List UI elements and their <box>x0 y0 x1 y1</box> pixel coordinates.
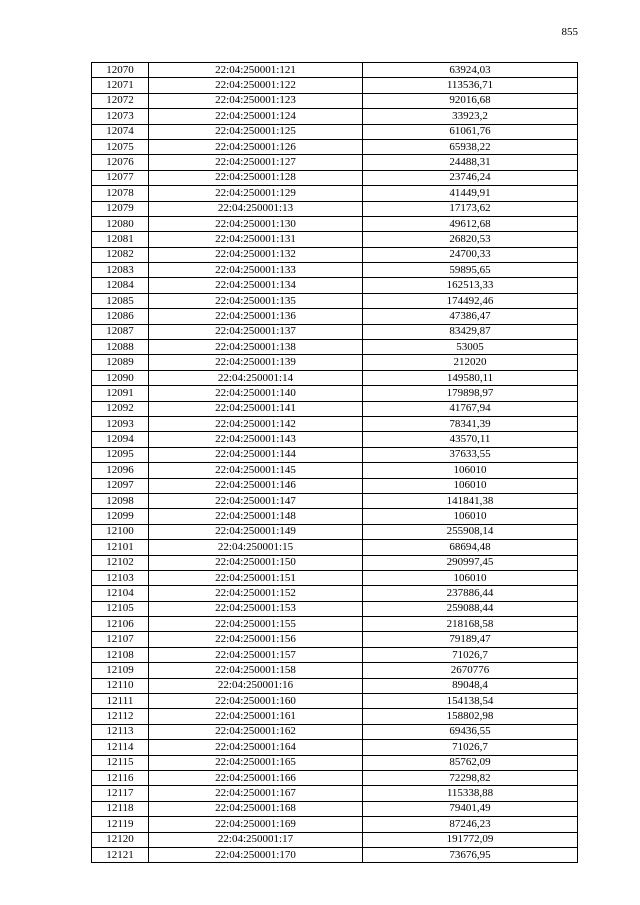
cadastral-number-cell: 22:04:250001:124 <box>149 109 363 124</box>
table-row <box>92 278 578 293</box>
row-number-cell: 12088 <box>92 340 149 355</box>
table-row <box>92 186 578 201</box>
cadastral-value-table <box>91 62 578 863</box>
value-cell: 218168,58 <box>363 617 578 632</box>
cadastral-number-cell: 22:04:250001:125 <box>149 124 363 139</box>
cadastral-number-cell: 22:04:250001:140 <box>149 386 363 401</box>
table-row <box>92 340 578 355</box>
cadastral-number-cell: 22:04:250001:158 <box>149 663 363 678</box>
value-cell: 179898,97 <box>363 386 578 401</box>
table-row <box>92 478 578 493</box>
table-row <box>92 432 578 447</box>
cadastral-number-cell: 22:04:250001:153 <box>149 601 363 616</box>
cadastral-number-cell: 22:04:250001:155 <box>149 617 363 632</box>
value-cell: 53005 <box>363 340 578 355</box>
cadastral-number-cell: 22:04:250001:166 <box>149 770 363 785</box>
table-row <box>92 201 578 216</box>
row-number-cell: 12100 <box>92 524 149 539</box>
cadastral-number-cell: 22:04:250001:170 <box>149 847 363 862</box>
table-row <box>92 493 578 508</box>
table-row <box>92 293 578 308</box>
row-number-cell: 12118 <box>92 801 149 816</box>
value-cell: 24700,33 <box>363 247 578 262</box>
cadastral-number-cell: 22:04:250001:162 <box>149 724 363 739</box>
table-row <box>92 740 578 755</box>
cadastral-number-cell: 22:04:250001:123 <box>149 93 363 108</box>
value-cell: 71026,7 <box>363 647 578 662</box>
value-cell: 290997,45 <box>363 555 578 570</box>
value-cell: 106010 <box>363 463 578 478</box>
value-cell: 26820,53 <box>363 232 578 247</box>
cadastral-number-cell: 22:04:250001:141 <box>149 401 363 416</box>
cadastral-number-cell: 22:04:250001:137 <box>149 324 363 339</box>
table-row <box>92 170 578 185</box>
value-cell: 85762,09 <box>363 755 578 770</box>
table-row <box>92 786 578 801</box>
row-number-cell: 12081 <box>92 232 149 247</box>
table-row <box>92 109 578 124</box>
table-row <box>92 586 578 601</box>
cadastral-number-cell: 22:04:250001:136 <box>149 309 363 324</box>
value-cell: 37633,55 <box>363 447 578 462</box>
cadastral-number-cell: 22:04:250001:13 <box>149 201 363 216</box>
value-cell: 113536,71 <box>363 78 578 93</box>
value-cell: 79189,47 <box>363 632 578 647</box>
table-row <box>92 755 578 770</box>
cadastral-number-cell: 22:04:250001:135 <box>149 293 363 308</box>
row-number-cell: 12113 <box>92 724 149 739</box>
value-cell: 71026,7 <box>363 740 578 755</box>
table-row <box>92 724 578 739</box>
table-row <box>92 232 578 247</box>
table-row <box>92 770 578 785</box>
row-number-cell: 12102 <box>92 555 149 570</box>
cadastral-number-cell: 22:04:250001:152 <box>149 586 363 601</box>
row-number-cell: 12093 <box>92 416 149 431</box>
value-cell: 149580,11 <box>363 370 578 385</box>
table-row <box>92 632 578 647</box>
cadastral-number-cell: 22:04:250001:167 <box>149 786 363 801</box>
row-number-cell: 12070 <box>92 63 149 78</box>
row-number-cell: 12080 <box>92 216 149 231</box>
cadastral-number-cell: 22:04:250001:168 <box>149 801 363 816</box>
value-cell: 41767,94 <box>363 401 578 416</box>
value-cell: 162513,33 <box>363 278 578 293</box>
cadastral-number-cell: 22:04:250001:148 <box>149 509 363 524</box>
table-row <box>92 663 578 678</box>
value-cell: 158802,98 <box>363 709 578 724</box>
row-number-cell: 12109 <box>92 663 149 678</box>
row-number-cell: 12095 <box>92 447 149 462</box>
table-row <box>92 847 578 862</box>
cadastral-number-cell: 22:04:250001:128 <box>149 170 363 185</box>
value-cell: 78341,39 <box>363 416 578 431</box>
table-row <box>92 355 578 370</box>
cadastral-number-cell: 22:04:250001:151 <box>149 570 363 585</box>
value-cell: 61061,76 <box>363 124 578 139</box>
cadastral-number-cell: 22:04:250001:16 <box>149 678 363 693</box>
row-number-cell: 12071 <box>92 78 149 93</box>
row-number-cell: 12078 <box>92 186 149 201</box>
cadastral-number-cell: 22:04:250001:132 <box>149 247 363 262</box>
row-number-cell: 12092 <box>92 401 149 416</box>
table-row <box>92 817 578 832</box>
cadastral-number-cell: 22:04:250001:122 <box>149 78 363 93</box>
row-number-cell: 12120 <box>92 832 149 847</box>
row-number-cell: 12117 <box>92 786 149 801</box>
value-cell: 41449,91 <box>363 186 578 201</box>
row-number-cell: 12112 <box>92 709 149 724</box>
row-number-cell: 12098 <box>92 493 149 508</box>
cadastral-number-cell: 22:04:250001:134 <box>149 278 363 293</box>
value-cell: 43570,11 <box>363 432 578 447</box>
value-cell: 255908,14 <box>363 524 578 539</box>
value-cell: 47386,47 <box>363 309 578 324</box>
table-row <box>92 124 578 139</box>
value-cell: 92016,68 <box>363 93 578 108</box>
row-number-cell: 12085 <box>92 293 149 308</box>
table-body <box>92 63 578 863</box>
row-number-cell: 12094 <box>92 432 149 447</box>
table-row <box>92 370 578 385</box>
row-number-cell: 12114 <box>92 740 149 755</box>
cadastral-number-cell: 22:04:250001:161 <box>149 709 363 724</box>
row-number-cell: 12101 <box>92 540 149 555</box>
row-number-cell: 12106 <box>92 617 149 632</box>
cadastral-number-cell: 22:04:250001:121 <box>149 63 363 78</box>
value-cell: 17173,62 <box>363 201 578 216</box>
table-row <box>92 401 578 416</box>
row-number-cell: 12110 <box>92 678 149 693</box>
cadastral-number-cell: 22:04:250001:165 <box>149 755 363 770</box>
value-cell: 63924,03 <box>363 63 578 78</box>
value-cell: 33923,2 <box>363 109 578 124</box>
cadastral-number-cell: 22:04:250001:17 <box>149 832 363 847</box>
row-number-cell: 12116 <box>92 770 149 785</box>
cadastral-number-cell: 22:04:250001:139 <box>149 355 363 370</box>
cadastral-number-cell: 22:04:250001:131 <box>149 232 363 247</box>
table-row <box>92 139 578 154</box>
value-cell: 259088,44 <box>363 601 578 616</box>
cadastral-number-cell: 22:04:250001:146 <box>149 478 363 493</box>
row-number-cell: 12119 <box>92 817 149 832</box>
cadastral-number-cell: 22:04:250001:144 <box>149 447 363 462</box>
cadastral-number-cell: 22:04:250001:142 <box>149 416 363 431</box>
value-cell: 115338,88 <box>363 786 578 801</box>
row-number-cell: 12072 <box>92 93 149 108</box>
page-number: 855 <box>561 26 578 38</box>
table-row <box>92 216 578 231</box>
cadastral-number-cell: 22:04:250001:127 <box>149 155 363 170</box>
cadastral-number-cell: 22:04:250001:149 <box>149 524 363 539</box>
row-number-cell: 12077 <box>92 170 149 185</box>
table-row <box>92 63 578 78</box>
table-row <box>92 801 578 816</box>
table-row <box>92 447 578 462</box>
cadastral-number-cell: 22:04:250001:157 <box>149 647 363 662</box>
table-row <box>92 263 578 278</box>
value-cell: 191772,09 <box>363 832 578 847</box>
table-row <box>92 309 578 324</box>
table-row <box>92 155 578 170</box>
table-row <box>92 570 578 585</box>
table-row <box>92 509 578 524</box>
value-cell: 23746,24 <box>363 170 578 185</box>
row-number-cell: 12082 <box>92 247 149 262</box>
row-number-cell: 12097 <box>92 478 149 493</box>
value-cell: 89048,4 <box>363 678 578 693</box>
row-number-cell: 12083 <box>92 263 149 278</box>
cadastral-number-cell: 22:04:250001:129 <box>149 186 363 201</box>
value-cell: 174492,46 <box>363 293 578 308</box>
cadastral-number-cell: 22:04:250001:143 <box>149 432 363 447</box>
value-cell: 87246,23 <box>363 817 578 832</box>
value-cell: 83429,87 <box>363 324 578 339</box>
row-number-cell: 12099 <box>92 509 149 524</box>
row-number-cell: 12103 <box>92 570 149 585</box>
row-number-cell: 12105 <box>92 601 149 616</box>
cadastral-number-cell: 22:04:250001:156 <box>149 632 363 647</box>
cadastral-number-cell: 22:04:250001:147 <box>149 493 363 508</box>
row-number-cell: 12111 <box>92 694 149 709</box>
table-row <box>92 555 578 570</box>
row-number-cell: 12121 <box>92 847 149 862</box>
value-cell: 59895,65 <box>363 263 578 278</box>
cadastral-number-cell: 22:04:250001:15 <box>149 540 363 555</box>
value-cell: 73676,95 <box>363 847 578 862</box>
value-cell: 2670776 <box>363 663 578 678</box>
table-row <box>92 78 578 93</box>
row-number-cell: 12115 <box>92 755 149 770</box>
value-cell: 237886,44 <box>363 586 578 601</box>
cadastral-number-cell: 22:04:250001:145 <box>149 463 363 478</box>
row-number-cell: 12086 <box>92 309 149 324</box>
table-row <box>92 524 578 539</box>
value-cell: 106010 <box>363 570 578 585</box>
table-row <box>92 601 578 616</box>
value-cell: 65938,22 <box>363 139 578 154</box>
cadastral-number-cell: 22:04:250001:130 <box>149 216 363 231</box>
value-cell: 212020 <box>363 355 578 370</box>
row-number-cell: 12076 <box>92 155 149 170</box>
cadastral-number-cell: 22:04:250001:138 <box>149 340 363 355</box>
row-number-cell: 12089 <box>92 355 149 370</box>
table-row <box>92 540 578 555</box>
value-cell: 154138,54 <box>363 694 578 709</box>
table-row <box>92 617 578 632</box>
value-cell: 106010 <box>363 509 578 524</box>
table-row <box>92 416 578 431</box>
row-number-cell: 12108 <box>92 647 149 662</box>
row-number-cell: 12075 <box>92 139 149 154</box>
row-number-cell: 12084 <box>92 278 149 293</box>
cadastral-number-cell: 22:04:250001:150 <box>149 555 363 570</box>
table-row <box>92 647 578 662</box>
cadastral-number-cell: 22:04:250001:133 <box>149 263 363 278</box>
cadastral-number-cell: 22:04:250001:126 <box>149 139 363 154</box>
table-row <box>92 463 578 478</box>
row-number-cell: 12107 <box>92 632 149 647</box>
table-row <box>92 386 578 401</box>
table-row <box>92 93 578 108</box>
cadastral-number-cell: 22:04:250001:160 <box>149 694 363 709</box>
table-row <box>92 247 578 262</box>
row-number-cell: 12079 <box>92 201 149 216</box>
row-number-cell: 12096 <box>92 463 149 478</box>
row-number-cell: 12087 <box>92 324 149 339</box>
row-number-cell: 12073 <box>92 109 149 124</box>
row-number-cell: 12104 <box>92 586 149 601</box>
value-cell: 141841,38 <box>363 493 578 508</box>
value-cell: 24488,31 <box>363 155 578 170</box>
row-number-cell: 12091 <box>92 386 149 401</box>
value-cell: 72298,82 <box>363 770 578 785</box>
table-row <box>92 678 578 693</box>
table-row <box>92 709 578 724</box>
value-cell: 49612,68 <box>363 216 578 231</box>
table-row <box>92 324 578 339</box>
table-row <box>92 832 578 847</box>
value-cell: 68694,48 <box>363 540 578 555</box>
row-number-cell: 12090 <box>92 370 149 385</box>
row-number-cell: 12074 <box>92 124 149 139</box>
value-cell: 79401,49 <box>363 801 578 816</box>
table-row <box>92 694 578 709</box>
cadastral-number-cell: 22:04:250001:14 <box>149 370 363 385</box>
cadastral-number-cell: 22:04:250001:169 <box>149 817 363 832</box>
value-cell: 69436,55 <box>363 724 578 739</box>
value-cell: 106010 <box>363 478 578 493</box>
cadastral-number-cell: 22:04:250001:164 <box>149 740 363 755</box>
